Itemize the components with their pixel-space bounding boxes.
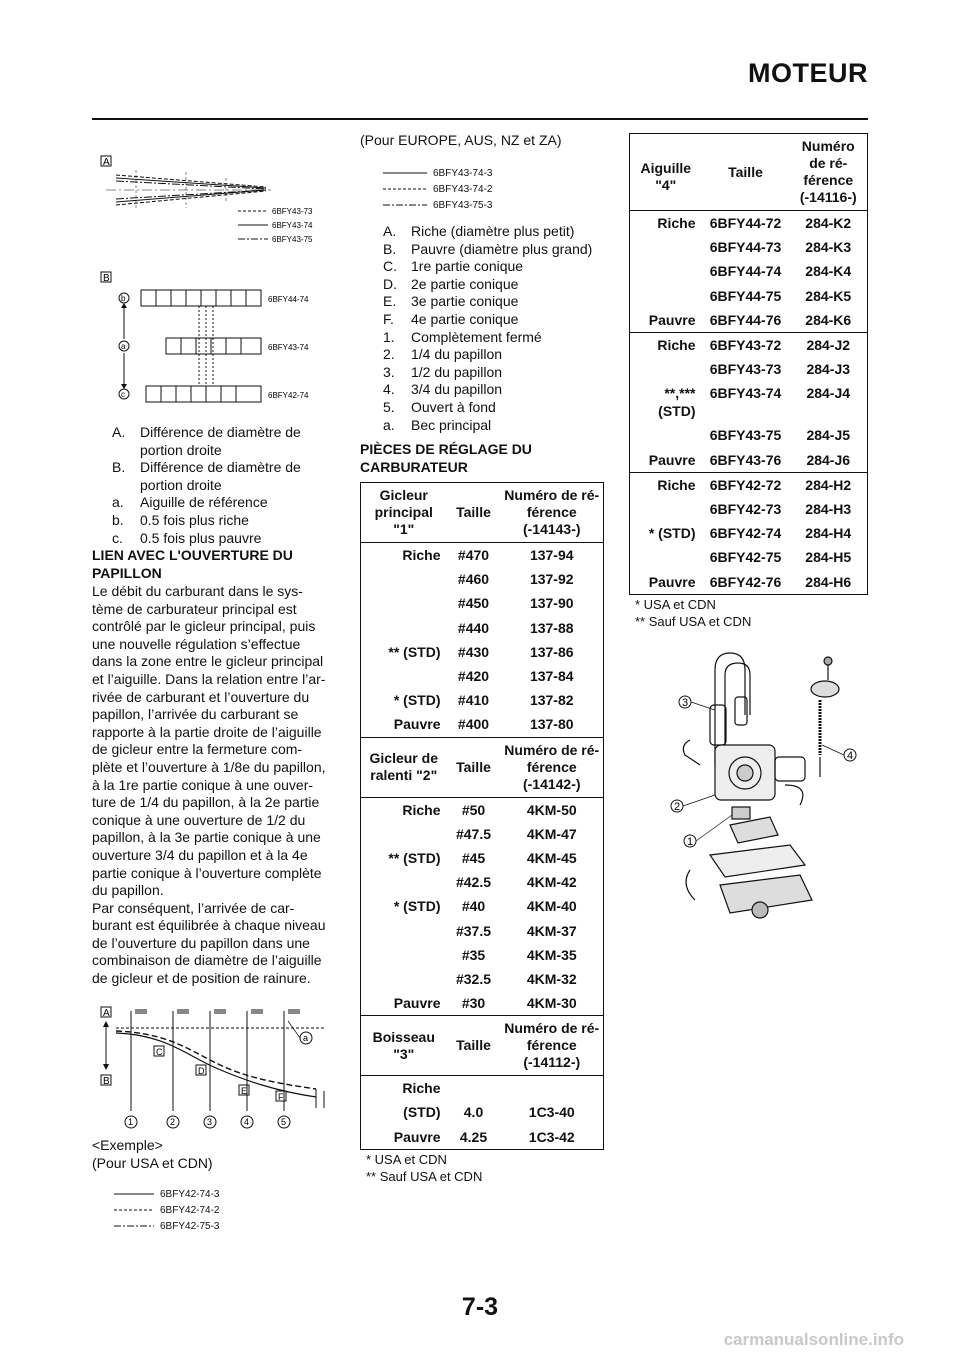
table-row: ** (STD) #45 4KM-45 (388, 849, 577, 866)
needle-table-notes: * USA et CDN ** Sauf USA et CDN (635, 597, 752, 629)
example-subtitle: (Pour USA et CDN) (92, 1155, 213, 1171)
table-row: Pauvre #400 137-80 (393, 716, 574, 733)
marker-b: b (121, 294, 126, 303)
svg-text:1: 1 (128, 1117, 134, 1127)
list-item: B. Différence de diamètre de portion droite (112, 459, 301, 493)
fig1-needle-label-2: 6BFY43-74 (272, 221, 313, 230)
table-row: (STD) 4.0 1C3-40 (403, 1104, 575, 1121)
callout-1: 1 (687, 836, 694, 848)
table-row: 6BFY42-73 284-H3 (709, 500, 852, 517)
table-row: 6BFY43-75 284-J5 (709, 427, 851, 444)
table-row: * (STD) #410 137-82 (393, 692, 574, 709)
table-row: 6BFY43-73 284-J3 (709, 361, 851, 378)
table-row: Riche 6BFY44-72 284-K2 (630, 211, 868, 236)
svg-text:2: 2 (170, 1117, 176, 1127)
svg-text:C: C (156, 1047, 163, 1057)
list-item: 1. Complètement fermé (383, 328, 542, 345)
table-row: Pauvre 4.25 1C3-42 (393, 1128, 575, 1145)
table-row: Riche (361, 1076, 604, 1101)
table-row: #460 137-92 (457, 571, 574, 588)
page-number: 7-3 (461, 1293, 499, 1321)
table-row: #42.5 4KM-42 (455, 874, 577, 891)
needle-table: Aiguille "4" Taille Numéro de ré-férence (-14116-) Riche 6BFY44-72 284-K2 6BFY44-73 284-K3 6BFY44-74 284-K4 6BFY44-75 284-K5 Pauvre 6BFY44-76 284-K6 Riche 6BFY43-72 284-J2 6BFY43-73 284-J3 **,*** (STD) 6BFY43-74 284-J4 6BFY43-75 284-J5 Pauvre 6BFY43-76 284-J6 Riche 6BFY42-72 284-H2 6BFY42-73 284-H3 * (STD) 6BFY42-74 284-H4 6BFY42-75 284-H5 Pauvre 6BFY42-76 284-H6 (629, 133, 868, 595)
figure-key-list (383, 223, 613, 434)
table-row: Pauvre 6BFY43-76 284-J6 (648, 451, 851, 468)
list-item: C. 1re partie conique (383, 258, 524, 275)
section-heading-throttle: LIEN AVEC L'OUVERTURE DU PAPILLON (92, 547, 293, 581)
list-item: D. 2e partie conique (383, 275, 519, 292)
table-row: 6BFY44-74 284-K4 (709, 263, 852, 280)
marker-c: c (121, 390, 125, 399)
list-item: 2. 1/4 du papillon (383, 346, 503, 363)
table-row: #47.5 4KM-47 (455, 825, 577, 842)
table-row: * (STD) 6BFY42-74 284-H4 (648, 525, 852, 542)
list-item: E. 3e partie conique (383, 293, 519, 310)
list-item: 4. 3/4 du papillon (383, 381, 503, 398)
jet-table-notes: * USA et CDN ** Sauf USA et CDN (366, 1152, 483, 1184)
svg-text:5: 5 (281, 1117, 287, 1127)
list-item: b. 0.5 fois plus riche (112, 511, 249, 528)
figure-legend-list (112, 424, 334, 547)
throttle-position-figure (96, 1003, 332, 1131)
throttle-paragraph: Le débit du carburant dans le sys- tème de carburateur principal est contrôlé par le gicleur principal, puis une nouvelle régulation s’effectue dans la zone entre le gicleur principal et l’aiguille. Dans la relation entre l’ar- rivée de carburant et l’ouverture du papillon, l’arrivée du carburant se rapporte à la partie droite de l’aiguille de gicleur entre la fermeture com- plète et l’ouverture à 1/8e du papillon, à la 1re partie conique à une ouver- ture de 1/4 du papillon, à la 2e partie conique à une ouverture de 1/2 du papillon, à la 3e partie conique à une ouverture 3/4 du papillon et à la 4e partie conique à l’ouverture complète du papillon. Par conséquent, l’arrivée de car- burant est équilibrée à chaque niveau de l’ouverture du papillon dans une combinaison de diamètre de l’aiguille de gicleur et de position de rainure. (92, 583, 326, 987)
table-row: #420 137-84 (457, 668, 574, 685)
table-row: 6BFY44-73 284-K3 (709, 239, 852, 256)
list-item: B. Pauvre (diamètre plus grand) (383, 240, 593, 257)
marker-a: a (121, 342, 126, 351)
table-row: Pauvre 6BFY42-76 284-H6 (648, 573, 852, 590)
fig1b-label-2: 6BFY43-74 (268, 343, 309, 352)
table-row: #450 137-90 (457, 595, 574, 612)
table-row: Riche 6BFY43-72 284-J2 (630, 332, 868, 357)
carburetor-exploded-diagram (660, 645, 870, 930)
needle-profile-figure (96, 150, 331, 410)
table-row: 6BFY44-75 284-K5 (709, 287, 852, 304)
svg-text:A: A (103, 1008, 110, 1019)
svg-text:4: 4 (244, 1117, 250, 1127)
table-row: Riche 6BFY42-72 284-H2 (630, 472, 868, 497)
watermark-text: carmanualsonline.info (723, 1330, 904, 1349)
fig1b-label-3: 6BFY42-74 (268, 391, 309, 400)
list-item: a. Bec principal (383, 416, 492, 433)
svg-text:D: D (198, 1066, 205, 1076)
table-row: #35 4KM-35 (461, 946, 577, 963)
page-header-title: MOTEUR (748, 58, 868, 88)
callout-4: 4 (847, 750, 854, 762)
eu-intro: (Pour EUROPE, AUS, NZ et ZA) (360, 132, 562, 148)
table-row: Pauvre 6BFY44-76 284-K6 (648, 311, 852, 328)
example-title: <Exemple> (92, 1137, 163, 1153)
table-row: **,*** (STD) 6BFY43-74 284-J4 (658, 385, 851, 420)
table-row: #37.5 4KM-37 (455, 922, 577, 939)
fig-label-a: A (103, 157, 110, 168)
table-row: Pauvre #30 4KM-30 (393, 995, 577, 1012)
svg-text:3: 3 (207, 1117, 213, 1127)
table-row: Riche #50 4KM-50 (361, 797, 604, 822)
list-item: 5. Ouvert à fond (383, 398, 496, 415)
list-item: c. 0.5 fois plus pauvre (112, 529, 262, 546)
usa-needle-legend: 6BFY42-74-3 6BFY42-74-2 6BFY42-75-3 (160, 1188, 220, 1232)
list-item: 3. 1/2 du papillon (383, 363, 503, 380)
table-row: #440 137-88 (457, 619, 574, 636)
callout-3: 3 (682, 697, 689, 709)
eu-needle-legend: 6BFY43-74-3 6BFY43-74-2 6BFY43-75-3 (433, 167, 493, 211)
callout-2: 2 (674, 801, 681, 813)
table-row: 6BFY42-75 284-H5 (709, 549, 852, 566)
fig1b-label-1: 6BFY44-74 (268, 295, 309, 304)
list-item: a. Aiguille de référence (112, 494, 268, 511)
jet-settings-table: Gicleur principal "1" Taille Numéro de ré-férence (-14143-) Riche #470 137-94 #460 137-92 #450 137-90 #440 137-88 ** (STD) #430 137-86 #420 137-84 * (STD) #410 137-82 Pauvre #400 137-80 Gicleur de ralenti "2" Taille Numéro de ré-férence (-14142-) Riche #50 4KM-50 #47.5 4KM-47 ** (STD) #45 4KM-45 #42.5 4KM-42 * (STD) #40 4KM-40 #37.5 4KM-37 #35 4KM-35 #32.5 4KM-32 Pauvre #30 4KM-30 Boisseau "3" Taille Numéro de ré-férence (-14112-) Riche (STD) 4.0 1C3-40 Pauvre 4.25 1C3-42 (360, 482, 604, 1150)
svg-text:E: E (241, 1086, 248, 1096)
svg-text:a: a (303, 1033, 309, 1043)
svg-text:B: B (103, 1076, 110, 1087)
svg-text:F: F (278, 1092, 284, 1102)
list-item: A. Riche (diamètre plus petit) (383, 223, 575, 239)
fig1-needle-label-3: 6BFY43-75 (272, 235, 313, 244)
section-heading-carb-parts: PIÈCES DE RÉGLAGE DU CARBURATEUR (360, 441, 532, 475)
list-item: F. 4e partie conique (383, 310, 519, 327)
table-row: * (STD) #40 4KM-40 (393, 898, 577, 915)
table-row: #32.5 4KM-32 (455, 970, 577, 987)
fig-label-b: B (103, 273, 110, 284)
fig1-needle-label-1: 6BFY43-73 (272, 207, 313, 216)
table-row: Riche #470 137-94 (361, 543, 604, 568)
list-item: A. Différence de diamètre de portion droite (112, 424, 301, 458)
table-row: ** (STD) #430 137-86 (388, 643, 574, 660)
header-rule (92, 118, 868, 120)
